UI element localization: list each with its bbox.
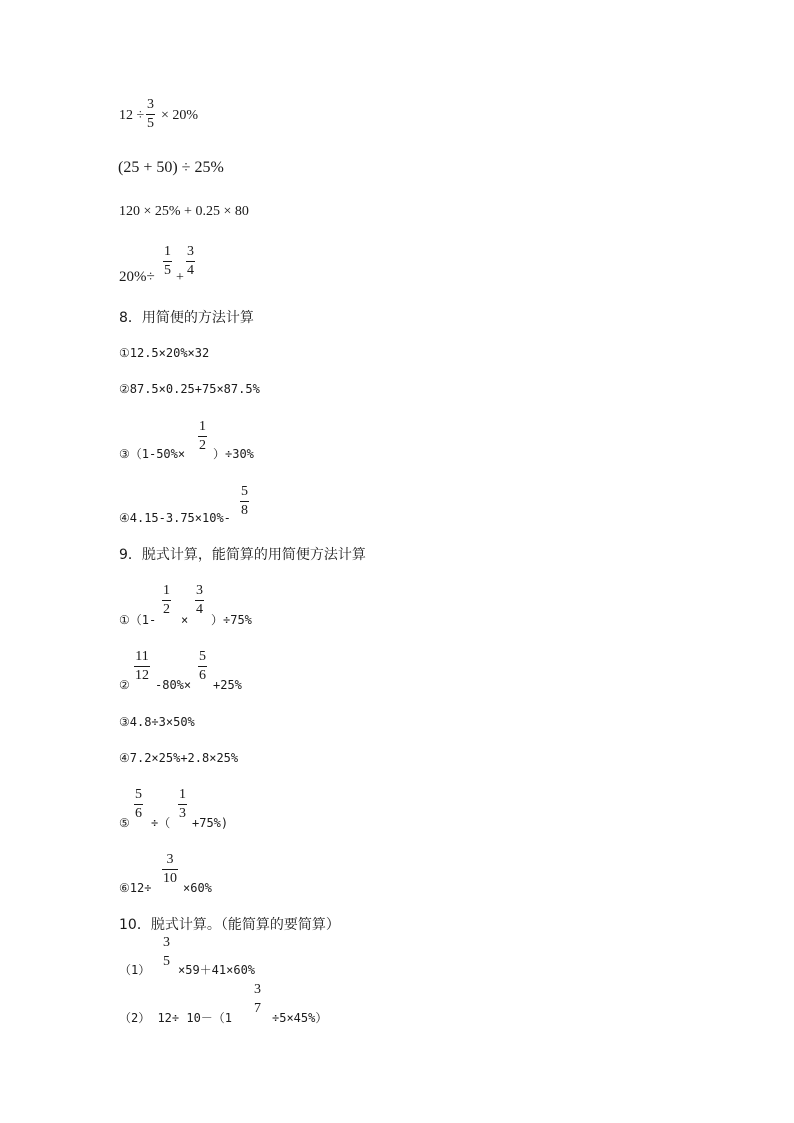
fraction [134,788,143,821]
numerator: 5 [135,787,142,802]
numerator: 1 [164,244,171,259]
exercise-text: ② [119,678,130,692]
fraction [163,245,172,278]
exercise-text: ÷（ [151,816,171,830]
exercise-text: ⑤ [119,816,130,830]
fraction [134,650,150,683]
numerator: 5 [199,649,206,664]
numerator: 3 [187,244,194,259]
exercise-text: （1） [119,963,151,977]
denominator: 5 [164,263,171,278]
denominator: 5 [163,954,170,969]
exercise-text: ）÷75% [211,613,252,627]
exercise-text: × 20% [161,108,199,123]
fraction [162,584,171,617]
fraction [240,485,249,518]
question-10-heading: 10．脱式计算。（能简算的要简算） [119,917,340,933]
q8-item-1: ①12.5×20%×32 [119,346,210,360]
question-9-heading: 9．脱式计算，能简算的用简便方法计算 [119,547,366,563]
denominator: 6 [135,806,142,821]
numerator: 1 [163,583,170,598]
denominator: 5 [147,116,154,131]
numerator: 3 [166,852,174,867]
exercise-3: 120 × 25% + 0.25 × 80 [119,204,249,219]
numerator: 1 [179,787,186,802]
numerator: 5 [241,484,248,499]
fraction [253,983,262,1016]
fraction [146,98,155,131]
exercise-text: ）÷30% [213,447,254,461]
fraction [186,245,195,278]
q9-item-3: ③4.8÷3×50% [119,715,195,729]
fraction [162,936,171,969]
denominator: 8 [241,503,248,518]
exercise-text: ⑥12÷ [119,881,152,895]
plus-sign: + [176,270,184,285]
exercise-text: -80%× [155,678,192,692]
denominator: 3 [179,806,186,821]
denominator: 4 [196,602,203,617]
fraction [195,584,204,617]
denominator: 7 [254,1001,261,1016]
q9-item-4: ④7.2×25%+2.8×25% [119,751,239,765]
exercise-text: （2） 12÷ 10－（1 [119,1011,233,1025]
numerator: 3 [147,97,154,112]
fraction [162,853,178,886]
denominator: 10 [163,871,177,886]
denominator: 2 [199,438,206,453]
q8-item-2: ②87.5×0.25+75×87.5% [119,382,260,396]
denominator: 6 [199,668,206,683]
exercise-text: ×60% [183,881,212,895]
exercise-text: +75%) [192,816,229,830]
exercise-text: ①（1- [119,613,157,627]
fraction [178,788,187,821]
exercise-text: ④4.15-3.75×10%- [119,511,231,525]
numerator: 11 [135,649,149,664]
exercise-text: 12 ÷ [119,108,145,123]
fraction [198,420,207,453]
exercise-text: ÷5×45%） [272,1011,328,1025]
numerator: 1 [199,419,206,434]
numerator: 3 [196,583,203,598]
denominator: 4 [187,263,194,278]
exercise-text: ③（1-50%× [119,447,186,461]
denominator: 12 [135,668,149,683]
denominator: 2 [163,602,170,617]
numerator: 3 [163,935,170,950]
times-sign: × [181,613,189,627]
exercise-text: 20%÷ [119,269,155,285]
exercise-text: ×59＋41×60% [178,963,256,977]
exercise-2: (25 + 50) ÷ 25% [118,159,224,176]
numerator: 3 [254,982,261,997]
exercise-text: +25% [213,678,242,692]
question-8-heading: 8．用简便的方法计算 [119,310,254,326]
fraction [198,650,207,683]
